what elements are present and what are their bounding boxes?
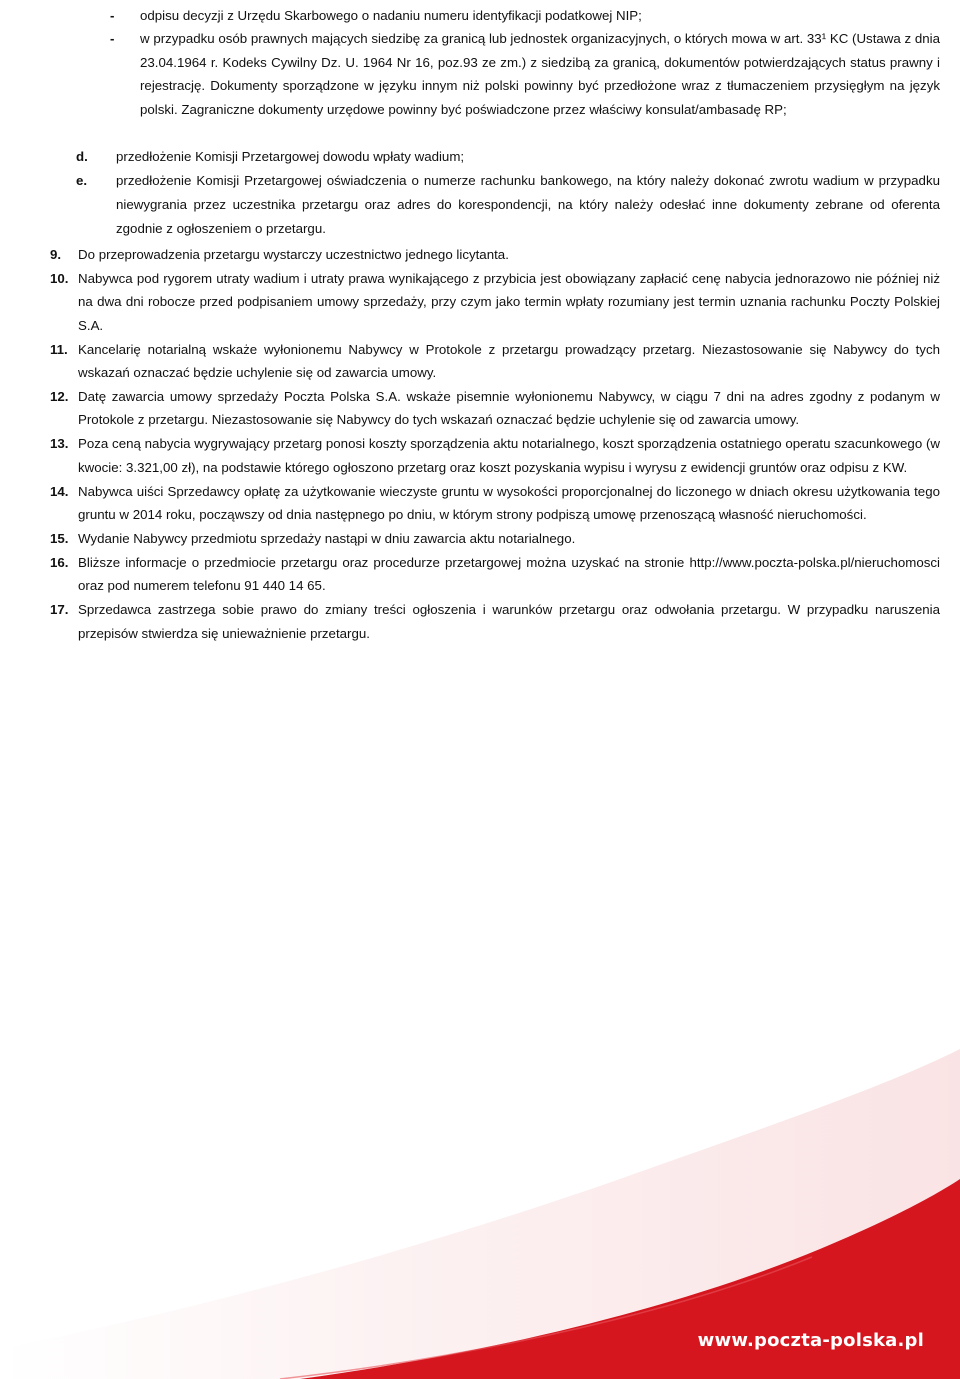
list-item bbox=[50, 551, 940, 598]
list-item bbox=[50, 527, 940, 550]
list-item-text: odpisu decyzji z Urzędu Skarbowego o nadaniu numeru identyfikacji podatkowej NIP; bbox=[140, 8, 642, 23]
list-item-text: Kancelarię notarialną wskaże wyłonionemu Nabywcy w Protokole z przetargu prowadzący przetarg. Niezastosowanie się Nabywcy do tych wskazań oznaczać będzie uchylenie się od zawarcia umowy. bbox=[78, 341, 940, 381]
list-marker: - bbox=[110, 31, 115, 47]
list-item bbox=[76, 169, 940, 241]
list-item bbox=[76, 145, 940, 169]
list-item-text: przedłożenie Komisji Przetargowej dowodu wpłaty wadium; bbox=[116, 149, 465, 164]
list-marker: 11. bbox=[50, 341, 68, 357]
list-item bbox=[50, 480, 940, 527]
list-item-text: w przypadku osób prawnych mających siedzibę za granicą lub jednostek organizacyjnych, o których mowa w art. 33¹ KC (Ustawa z dnia 23.04.1964 r. Kodeks Cywilny Dz. U. 1964 Nr 16, poz.93 ze zm.) z siedzibą za granicą, dokumentów potwierdzających status prawny i rejestrację. Dokumenty sporządzone w języku innym niż polski powinny być przedłożone wraz z tłumaczeniem przysięgłym na język polski. Zagraniczne dokumenty urzędowe powinny być poświadczone przez właściwy konsulat/ambasadę RP; bbox=[140, 31, 940, 117]
list-marker: 13. bbox=[50, 436, 69, 452]
list-marker: 10. bbox=[50, 270, 69, 286]
footer-website[interactable]: www.poczta-polska.pl bbox=[697, 1330, 924, 1351]
list-marker: 14. bbox=[50, 483, 69, 499]
list-marker: e. bbox=[76, 173, 88, 188]
letter-list bbox=[76, 145, 940, 241]
dash-list bbox=[110, 4, 940, 121]
list-item bbox=[110, 4, 940, 27]
list-marker: 17. bbox=[50, 602, 69, 618]
list-item bbox=[50, 267, 940, 337]
list-item-text: Datę zawarcia umowy sprzedaży Poczta Polska S.A. wskaże pisemnie wyłonionemu Nabywcy, w ciągu 7 dni na adres zgodny z podanym w Protokole z przetargu. Niezastosowanie się Nabywcy do tych wskazań oznaczać będzie uchylenie się od zawarcia umowy. bbox=[78, 388, 940, 428]
list-item-text: Nabywca pod rygorem utraty wadium i utraty prawa wynikającego z przybicia jest obowiązany zapłacić cenę nabycia jednorazowo nie później niż na dwa dni robocze przed podpisaniem umowy sprzedaży, przy czym jako termin wpłaty rozumiany jest termin uznania rachunku Poczty Polskiej S.A. bbox=[78, 270, 940, 333]
list-marker: - bbox=[110, 8, 115, 23]
numbered-list bbox=[50, 243, 940, 645]
list-marker: 15. bbox=[50, 530, 69, 546]
list-marker: 12. bbox=[50, 388, 69, 404]
list-item-text: Poza ceną nabycia wygrywający przetarg ponosi koszty sporządzenia aktu notarialnego, koszt sporządzenia ostatniego operatu szacunkowego (w kwocie: 3.321,00 zł), na podstawie którego ogłoszono przetarg oraz koszt pozyskania wypisu i wyrysu z ewidencji gruntów oraz odpisu z KW. bbox=[78, 436, 940, 475]
list-item-text: Nabywca uiści Sprzedawcy opłatę za użytkowanie wieczyste gruntu w wysokości proporcjonalnej do liczonego w dniach okresu użytkowania tego gruntu w 2014 roku, począwszy od dnia następnego po dniu, w którym strony podpiszą umowę przenoszącą własność nieruchomości. bbox=[78, 483, 940, 522]
list-marker: 9. bbox=[50, 247, 62, 262]
list-item-text: przedłożenie Komisji Przetargowej oświadczenia o numerze rachunku bankowego, na który należy dokonać zwrotu wadium w przypadku niewygrania przez uczestnika przetargu oraz adres do korespondencji, na który należy odesłać inne dokumenty zebrane od oferenta zgodnie z ogłoszeniem o przetargu. bbox=[116, 173, 940, 236]
list-item bbox=[50, 598, 940, 645]
list-item bbox=[50, 385, 940, 432]
list-item-text: Wydanie Nabywcy przedmiotu sprzedaży nastąpi w dniu zawarcia aktu notarialnego. bbox=[78, 530, 576, 546]
list-marker: 16. bbox=[50, 554, 69, 570]
list-item-text: Bliższe informacje o przedmiocie przetargu oraz procedurze przetargowej można uzyskać na stronie http://www.poczta-polska.pl/nieruchomosci oraz pod numerem telefonu 91 440 14 65. bbox=[78, 554, 940, 594]
list-item bbox=[50, 432, 940, 479]
list-marker: d. bbox=[76, 149, 88, 164]
list-item bbox=[110, 27, 940, 121]
list-item-text: Sprzedawca zastrzega sobie prawo do zmiany treści ogłoszenia i warunków przetargu oraz odwołania przetargu. W przypadku naruszenia przepisów stwierdza się unieważnienie przetargu. bbox=[78, 602, 940, 641]
list-item bbox=[50, 243, 940, 266]
list-item bbox=[50, 338, 940, 385]
list-item-text: Do przeprowadzenia przetargu wystarczy uczestnictwo jednego licytanta. bbox=[78, 247, 509, 262]
